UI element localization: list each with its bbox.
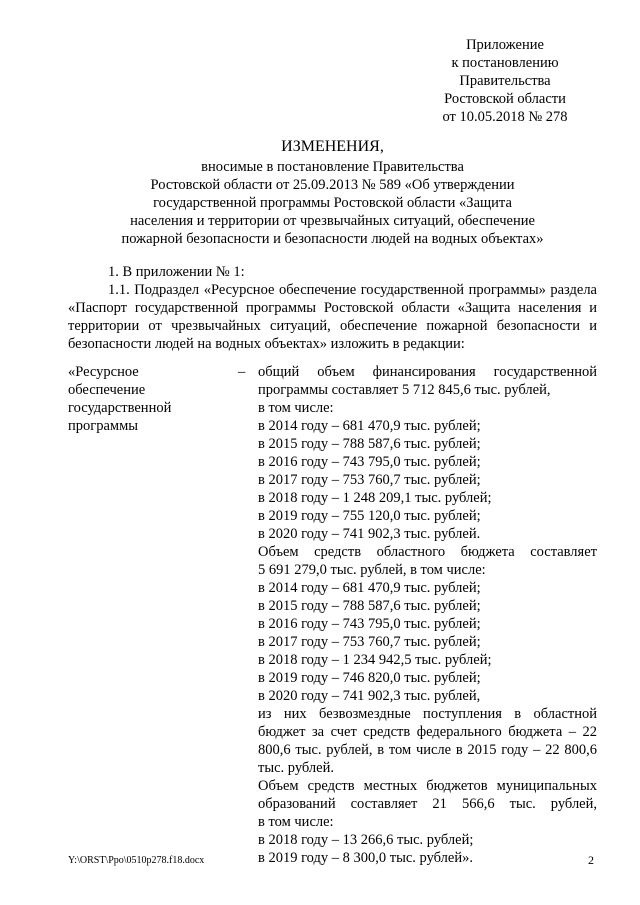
- year-amount-line: в 2016 году – 743 795,0 тыс. рублей;: [258, 454, 481, 470]
- year-amount-line: в 2018 году – 13 266,6 тыс. рублей;: [258, 832, 474, 848]
- annex-line: от 10.05.2018 № 278: [442, 109, 568, 125]
- annex-line: Приложение: [466, 37, 544, 53]
- year-amount-line: в 2019 году – 746 820,0 тыс. рублей;: [258, 670, 481, 686]
- resource-label: [68, 363, 218, 435]
- heading-title: ИЗМЕНЕНИЯ,: [281, 138, 384, 155]
- including-label: в том числе:: [258, 400, 334, 416]
- year-amount-line: в 2018 году – 1 234 942,5 тыс. рублей;: [258, 652, 492, 668]
- annex-stamp: [410, 36, 600, 126]
- total-financing-line: общий объем финансирования государственной: [258, 364, 597, 380]
- year-amount-line: в 2020 году – 741 902,3 тыс. рублей,: [258, 688, 481, 704]
- annex-line: Ростовской области: [444, 91, 566, 107]
- regional-budget-line: 5 691 279,0 тыс. рублей, в том числе:: [258, 562, 486, 578]
- annex-line: Правительства: [459, 73, 551, 89]
- year-amount-line: в 2016 году – 743 795,0 тыс. рублей;: [258, 616, 481, 632]
- federal-transfers-text: из них безвозмездные поступления в областной бюджет за счет средств федерального бюджета – 22 800,6 тыс. рублей, в том числе в 2015 году – 22 800,6 тыс. рублей.: [258, 706, 597, 776]
- heading-line: государственной программы Ростовской области «Защита: [153, 195, 512, 211]
- regional-budget-line: Объем средств областного бюджета составляет: [258, 544, 597, 560]
- resource-label-line: программы: [68, 418, 138, 434]
- heading-line: населения и территории от чрезвычайных ситуаций, обеспечение: [130, 213, 535, 229]
- document-heading: [70, 138, 595, 248]
- annex-line: к постановлению: [451, 55, 559, 71]
- year-amount-line: в 2020 году – 741 902,3 тыс. рублей.: [258, 526, 481, 542]
- total-financing-line: программы составляет 5 712 845,6 тыс. рублей,: [258, 382, 551, 398]
- including-label: в том числе:: [258, 814, 334, 830]
- year-amount-line: в 2014 году – 681 470,9 тыс. рублей;: [258, 418, 481, 434]
- heading-line: вносимые в постановление Правительства: [201, 159, 464, 175]
- year-amount-line: в 2019 году – 8 300,0 тыс. рублей».: [258, 850, 473, 866]
- year-amount-line: в 2019 году – 755 120,0 тыс. рублей;: [258, 508, 481, 524]
- year-amount-line: в 2017 году – 753 760,7 тыс. рублей;: [258, 472, 481, 488]
- paragraph-item-1-1: 1.1. Подраздел «Ресурсное обеспечение государственной программы» раздела «Паспорт государственной программы Ростовской области «Защита населения и территории от чрезвычайных ситуаций, обеспечение пожарной безопасности и безопасности людей на водных объектах» изложить в редакции:: [68, 282, 597, 352]
- municipal-budget-line: образований составляет 21 566,6 тыс. рублей,: [258, 796, 597, 812]
- resource-label-line: государственной: [68, 400, 172, 416]
- dash-separator: –: [238, 364, 246, 380]
- paragraph-item-1: 1. В приложении № 1:: [108, 264, 245, 280]
- resource-label-line: «Ресурсное: [68, 364, 139, 380]
- resource-details: [258, 363, 597, 867]
- year-amount-line: в 2015 году – 788 587,6 тыс. рублей;: [258, 598, 481, 614]
- municipal-budget-line: Объем средств местных бюджетов муниципальных: [258, 778, 597, 794]
- year-amount-line: в 2018 году – 1 248 209,1 тыс. рублей;: [258, 490, 492, 506]
- page-number: 2: [588, 853, 594, 867]
- heading-line: пожарной безопасности и безопасности людей на водных объектах»: [121, 231, 544, 247]
- file-path-footer: Y:\ORST\Ppo\0510p278.f18.docx: [68, 855, 205, 866]
- year-amount-line: в 2017 году – 753 760,7 тыс. рублей;: [258, 634, 481, 650]
- resource-label-line: обеспечение: [68, 382, 146, 398]
- heading-line: Ростовской области от 25.09.2013 № 589 «Об утверждении: [150, 177, 515, 193]
- year-amount-line: в 2015 году – 788 587,6 тыс. рублей;: [258, 436, 481, 452]
- year-amount-line: в 2014 году – 681 470,9 тыс. рублей;: [258, 580, 481, 596]
